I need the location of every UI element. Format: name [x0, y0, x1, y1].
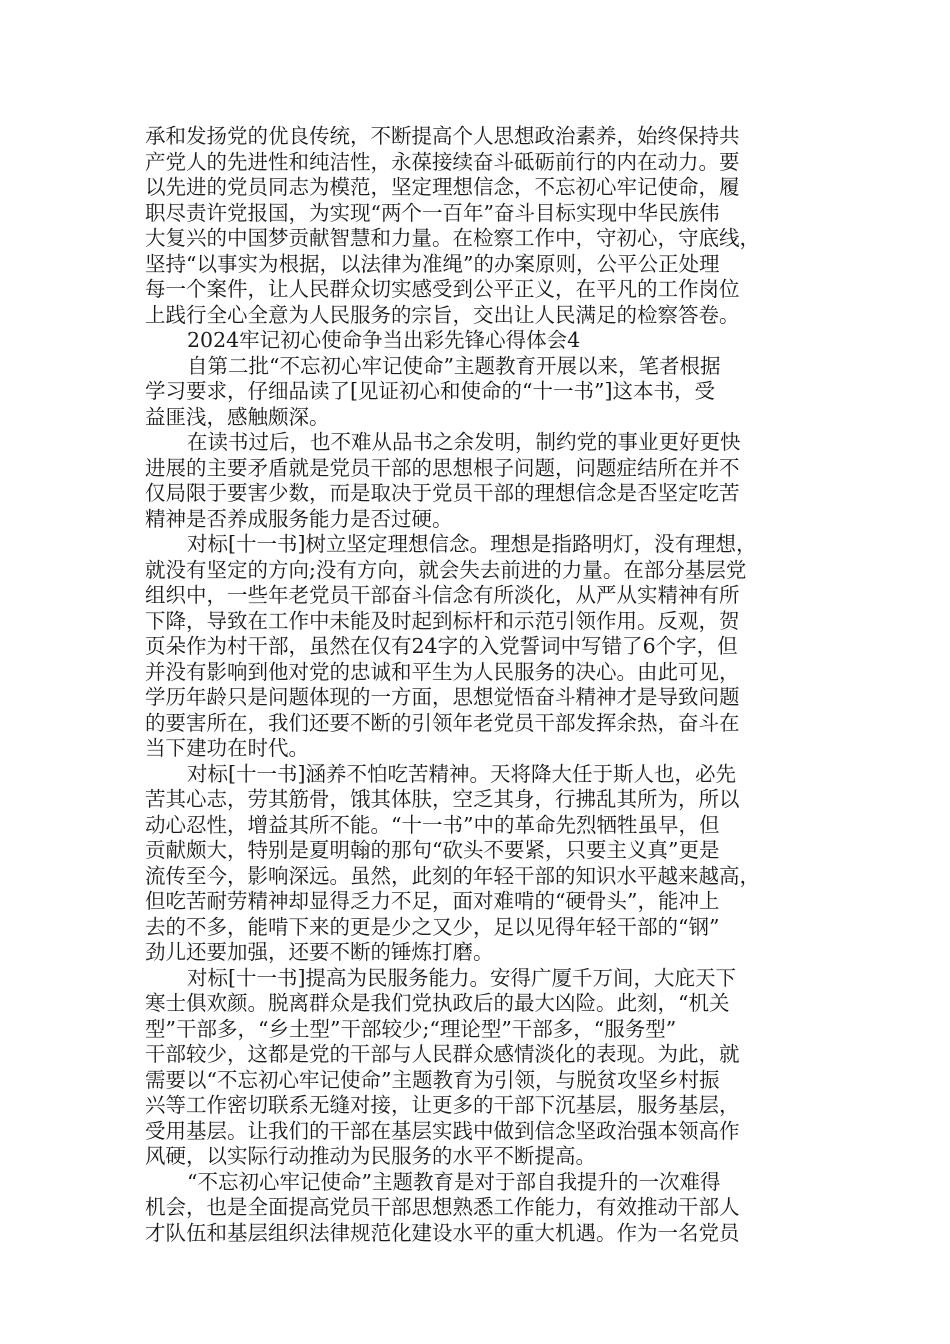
text-line: 下降，导致在工作中未能及时起到标杆和示范引领作用。反观，贺: [145, 608, 740, 633]
text-line: 劲儿还要加强，还要不断的锤炼打磨。: [145, 940, 494, 964]
text-line: 当下建功在时代。: [145, 736, 309, 760]
text-line: 就没有坚定的方向;没有方向，就会失去前进的力量。在部分基层党: [145, 557, 747, 582]
text-line: 组织中，一些年老党员干部奋斗信念有所淡化，从严从实精神有所: [145, 583, 740, 607]
text-line: 页朵作为村干部，虽然在仅有24字的入党誓词中写错了6个字，但: [145, 634, 738, 658]
text-line: 大复兴的中国梦贡献智慧和力量。在检察工作中，守初心，守底线，: [145, 226, 760, 250]
paragraph-start: 自第二批“不忘初心牢记使命”主题教育开展以来，笔者根据: [187, 353, 721, 378]
text-line: 寒士俱欢颜。脱离群众是我们党执政后的最大凶险。此刻，“机关: [145, 991, 730, 1015]
text-line: 承和发扬党的优良传统，不断提高个人思想政治素养，始终保持共: [145, 124, 740, 148]
paragraph-start: 对标[十一书]涵养不怕吃苦精神。天将降大任于斯人也，必先: [187, 761, 736, 786]
text-line: 流传至今，影响深远。虽然，此刻的年轻干部的知识水平越来越高，: [145, 863, 760, 888]
text-line: 学历年龄只是问题体现的一方面，思想觉悟奋斗精神才是导致问题: [145, 685, 740, 709]
text-line: 贡献颇大，特别是夏明翰的那句“砍头不要紧，只要主义真”更是: [145, 838, 720, 862]
paragraph-start: 对标[十一书]树立坚定理想信念。理想是指路明灯，没有理想，: [187, 532, 757, 556]
text-line: 风硬，以实际行动推动为民服务的水平不断提高。: [145, 1144, 596, 1168]
text-line: 机会，也是全面提高党员干部思想熟悉工作能力，有效推动干部人: [145, 1195, 740, 1219]
paragraph-start: 对标[十一书]提高为民服务能力。安得广厦千万间，大庇天下: [187, 965, 736, 990]
text-line: 的要害所在，我们还要不断的引领年老党员干部发挥余热，奋斗在: [145, 710, 740, 735]
text-line: 但吃苦耐劳精神却显得乏力不足，面对难啃的“硬骨头”，能冲上: [145, 889, 720, 913]
text-line: 精神是否养成服务能力是否过硬。: [145, 506, 453, 531]
text-line: 干部较少，这都是党的干部与人民群众感情淡化的表现。为此，就: [145, 1042, 740, 1066]
text-line: 仅局限于要害少数，而是取决于党员干部的理想信念是否坚定吃苦: [145, 481, 740, 505]
paragraph-start: “不忘初心牢记使命”主题教育是对于部自我提升的一次难得: [187, 1169, 721, 1194]
document-body: [145, 124, 805, 1246]
text-line: 每一个案件，让人民群众切实感受到公平正义，在平凡的工作岗位: [145, 277, 740, 301]
text-line: 兴等工作密切联系无缝对接，让更多的干部下沉基层，服务基层，: [145, 1093, 740, 1117]
text-line: 学习要求，仔细品读了[见证初心和使命的“十一书”]这本书，受: [145, 379, 715, 403]
section-heading: 2024牢记初心使命争当出彩先锋心得体会4: [187, 328, 581, 352]
text-line: 动心忍性，增益其所不能。“十一书”中的革命先烈牺牲虽早，但: [145, 812, 720, 837]
text-line: 需要以“不忘初心牢记使命”主题教育为引领，与脱贫攻坚乡村振: [145, 1067, 720, 1092]
text-line: 产党人的先进性和纯洁性，永葆接续奋斗砥砺前行的内在动力。要: [145, 149, 740, 174]
text-line: 进展的主要矛盾就是党员干部的思想根子问题，问题症结所在并不: [145, 455, 740, 480]
text-line: 以先进的党员同志为模范，坚定理想信念，不忘初心牢记使命，履: [145, 175, 740, 199]
text-line: 职尽责许党报国，为实现“两个一百年”奋斗目标实现中华民族伟: [145, 200, 720, 225]
text-line: 型”干部多，“乡土型”干部较少;“理论型”干部多，“服务型”: [145, 1016, 677, 1041]
text-line: 苦其心志，劳其筋骨，饿其体肤，空乏其身，行拂乱其所为，所以: [145, 787, 740, 811]
text-line: 坚持“以事实为根据，以法律为准绳”的办案原则，公平公正处理: [145, 251, 720, 276]
text-line: 受用基层。让我们的干部在基层实践中做到信念坚政治强本领高作: [145, 1118, 740, 1143]
text-line: 上践行全心全意为人民服务的宗旨，交出让人民满足的检察答卷。: [145, 302, 740, 327]
paragraph-start: 在读书过后，也不难从品书之余发明，制约党的事业更好更快: [187, 430, 741, 454]
text-line: 并没有影响到他对党的忠诚和平生为人民服务的决心。由此可见，: [145, 659, 740, 684]
text-line: 益匪浅，感触颇深。: [145, 404, 330, 429]
text-line: 才队伍和基层组织法律规范化建设水平的重大机遇。作为一名党员: [145, 1220, 740, 1245]
text-line: 去的不多，能啃下来的更是少之又少，足以见得年轻干部的“钢”: [145, 914, 720, 939]
